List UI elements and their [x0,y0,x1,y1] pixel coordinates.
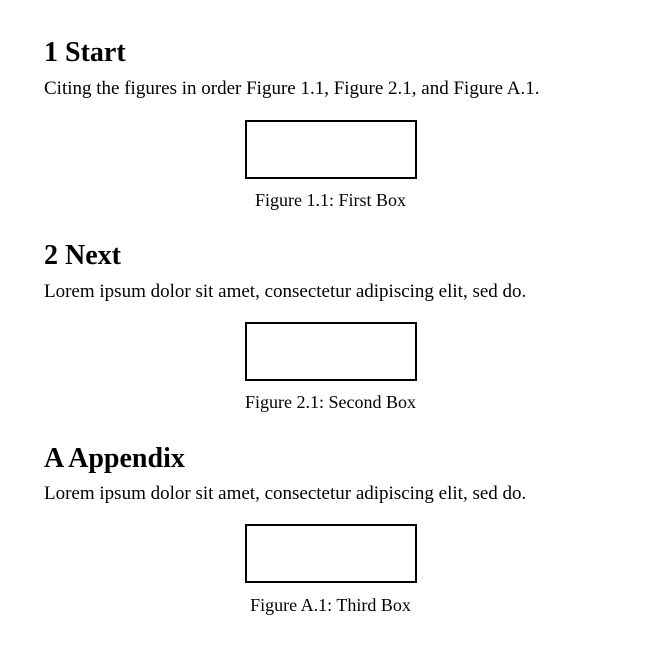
section-heading-appendix: A Appendix [44,443,185,474]
section-paragraph-appendix: Lorem ipsum dolor sit amet, consectetur adipiscing elit, sed do. [44,483,527,504]
section-heading-start: 1 Start [44,37,126,68]
figure-box-first [245,120,417,179]
section-paragraph-next: Lorem ipsum dolor sit amet, consectetur adipiscing elit, sed do. [44,281,527,302]
section-heading-next: 2 Next [44,240,121,271]
figure-caption-first: Figure 1.1: First Box [254,190,406,210]
section-paragraph-start: Citing the figures in order Figure 1.1, Figure 2.1, and Figure A.1. [44,78,540,99]
figure-caption-third: Figure A.1: Third Box [250,595,411,615]
figure-caption-second: Figure 2.1: Second Box [245,392,416,412]
figure-box-third [245,524,417,583]
figure-box-second [245,322,417,381]
